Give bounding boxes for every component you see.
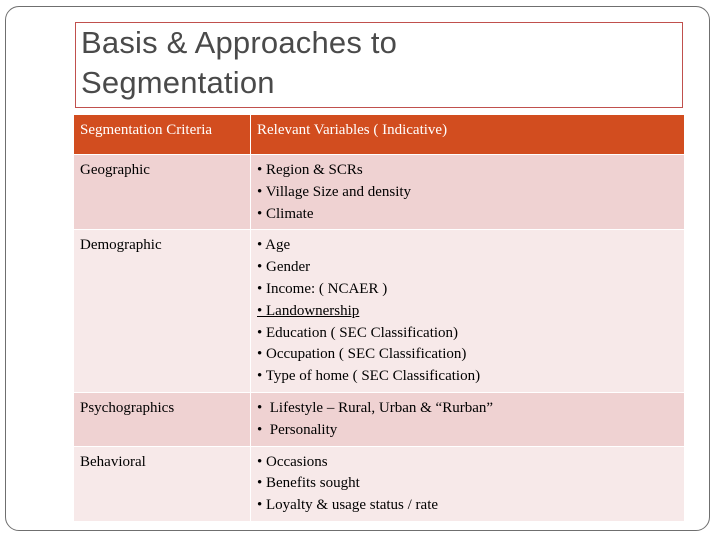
variable-item: • Region & SCRs <box>257 162 363 178</box>
criteria-cell: Behavioral <box>74 446 251 521</box>
segmentation-table <box>73 114 685 522</box>
table-row-behavioral <box>74 446 685 521</box>
criteria-cell: Geographic <box>74 155 251 230</box>
variables-cell <box>251 155 685 230</box>
variable-item: • Loyalty & usage status / rate <box>257 497 439 514</box>
variable-item-landownership: • Landownership <box>257 302 360 319</box>
slide-title-line-1: Basis & Approaches to <box>81 25 398 60</box>
variable-item: • Age <box>257 237 291 254</box>
variable-item: • Benefits sought <box>257 475 360 492</box>
slide-title-line-2: Segmentation <box>81 65 275 100</box>
variable-item: • Type of home ( SEC Classification) <box>257 368 481 385</box>
variable-item: • Education ( SEC Classification) <box>257 324 459 341</box>
variable-item: • Gender <box>257 259 311 276</box>
table-row-demographic <box>74 230 685 393</box>
criteria-cell: Psychographics <box>74 392 251 446</box>
variable-item: • Village Size and density <box>257 183 412 200</box>
variables-cell <box>251 230 685 393</box>
variables-cell <box>251 446 685 521</box>
criteria-cell: Demographic <box>74 230 251 393</box>
variables-cell <box>251 392 685 446</box>
table-row-geographic <box>74 155 685 230</box>
slide-title <box>81 23 397 103</box>
variable-item: • Occasions <box>257 453 328 470</box>
variable-item: • Occupation ( SEC Classification) <box>257 346 467 363</box>
variable-item: • Income: ( NCAER ) <box>257 280 388 297</box>
variable-item: • Lifestyle – Rural, Urban & “Rurban” <box>257 399 494 416</box>
variable-item: • Climate <box>257 205 314 222</box>
header-segmentation-criteria: Segmentation Criteria <box>74 115 251 155</box>
table-row-psychographics <box>74 392 685 446</box>
table-header-row <box>74 115 685 155</box>
header-relevant-variables: Relevant Variables ( Indicative) <box>251 115 685 155</box>
title-box <box>75 22 683 108</box>
variable-item: • Personality <box>257 421 338 438</box>
